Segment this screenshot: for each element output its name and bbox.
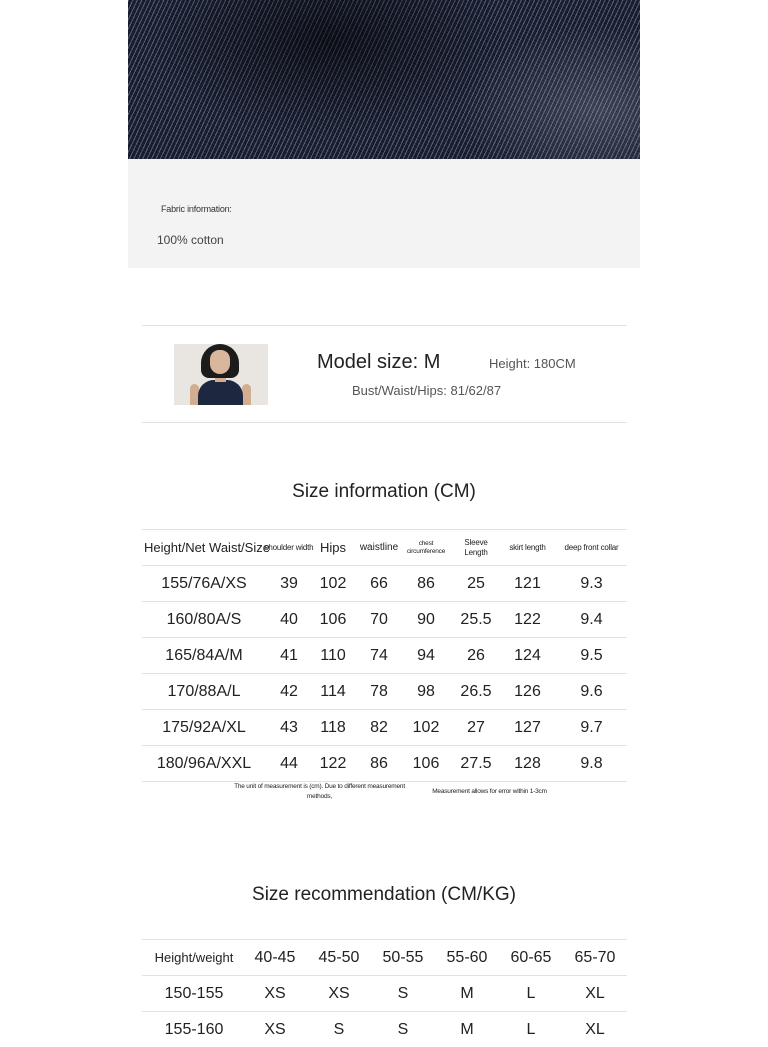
table-cell: 70	[370, 610, 388, 628]
table-cell: 102	[319, 574, 347, 592]
table-cell: S	[397, 984, 409, 1002]
size-info-table	[142, 529, 627, 782]
table-row	[142, 745, 627, 782]
table-row	[142, 1011, 627, 1047]
table-cell: 150-155	[164, 984, 224, 1002]
table-cell: 175/92A/XL	[162, 718, 246, 736]
table-cell: M	[460, 1020, 474, 1038]
table-cell: 124	[514, 646, 541, 664]
column-header: 60-65	[510, 948, 552, 966]
table-cell: XL	[585, 984, 605, 1002]
table-row	[142, 673, 627, 709]
table-cell: 122	[514, 610, 541, 628]
table-header-row	[142, 529, 627, 565]
table-cell: 74	[370, 646, 388, 664]
table-cell: 40	[280, 610, 298, 628]
table-cell: 9.6	[580, 682, 603, 700]
measurement-tolerance-note: Measurement allows for error within 1-3cm	[432, 788, 547, 795]
table-cell: 9.8	[580, 754, 603, 772]
column-header: skirt length	[509, 542, 546, 552]
column-header: 45-50	[318, 948, 360, 966]
table-cell: XS	[264, 984, 286, 1002]
table-cell: 42	[280, 682, 298, 700]
model-measurements: Bust/Waist/Hips: 81/62/87	[352, 383, 502, 398]
column-header: Hips	[319, 540, 346, 555]
table-cell: 90	[417, 610, 435, 628]
table-row	[142, 975, 627, 1011]
table-cell: 86	[370, 754, 388, 772]
table-cell: 126	[514, 682, 541, 700]
table-row	[142, 637, 627, 673]
table-cell: 106	[319, 610, 347, 628]
table-cell: 27	[467, 718, 485, 736]
table-row	[142, 709, 627, 745]
table-cell: 26.5	[460, 682, 492, 700]
denim-fabric-image	[128, 0, 640, 159]
table-cell: 66	[370, 574, 388, 592]
table-cell: 44	[280, 754, 298, 772]
table-cell: 9.4	[580, 610, 603, 628]
model-size: Model size: M	[317, 351, 441, 373]
column-header: 40-45	[254, 948, 296, 966]
table-header-row	[142, 939, 627, 975]
table-cell: S	[397, 1020, 409, 1038]
table-cell: 86	[417, 574, 435, 592]
column-header: chest circumference	[406, 539, 446, 555]
table-cell: 9.3	[580, 574, 603, 592]
table-cell: 121	[514, 574, 541, 592]
table-cell: 39	[280, 574, 298, 592]
size-info-title: Size information (CM)	[292, 481, 476, 502]
table-cell: 9.7	[580, 718, 603, 736]
table-cell: 25.5	[460, 610, 492, 628]
table-cell: XL	[585, 1020, 605, 1038]
table-cell: 127	[514, 718, 541, 736]
table-cell: 128	[514, 754, 541, 772]
table-row	[142, 601, 627, 637]
measurement-note: The unit of measurement is (cm). Due to different measurement methods,	[234, 783, 405, 800]
column-header: shoulder width	[264, 542, 314, 552]
table-cell: 98	[417, 682, 435, 700]
table-cell: 82	[370, 718, 388, 736]
table-cell: 114	[320, 682, 346, 700]
column-header: 65-70	[574, 948, 616, 966]
table-cell: 180/96A/XXL	[156, 754, 252, 772]
column-header: deep front collar	[564, 542, 619, 552]
table-cell: 94	[417, 646, 435, 664]
table-cell: 122	[319, 754, 347, 772]
table-cell: 155-160	[164, 1020, 224, 1038]
table-cell: M	[460, 984, 474, 1002]
table-cell: 118	[320, 718, 346, 736]
column-header: Height/Net Waist/Size	[144, 540, 270, 555]
divider	[142, 325, 627, 326]
table-cell: 25	[467, 574, 485, 592]
column-header: waistline	[359, 542, 399, 553]
table-cell: 110	[320, 646, 346, 664]
table-cell: S	[333, 1020, 345, 1038]
size-rec-table	[142, 939, 627, 1047]
table-row	[142, 565, 627, 601]
table-cell: 27.5	[460, 754, 492, 772]
table-cell: 9.5	[580, 646, 603, 664]
table-cell: 78	[370, 682, 388, 700]
table-cell: 170/88A/L	[167, 682, 241, 700]
column-header: Sleeve Length	[464, 537, 488, 557]
table-cell: XS	[264, 1020, 286, 1038]
table-cell: 160/80A/S	[166, 610, 242, 628]
column-header: 55-60	[446, 948, 488, 966]
table-cell: 155/76A/XS	[161, 574, 247, 592]
fabric-info-label: Fabric information:	[161, 204, 232, 214]
table-cell: 102	[412, 718, 440, 736]
table-cell: 43	[280, 718, 298, 736]
table-cell: XS	[328, 984, 350, 1002]
model-photo	[174, 344, 268, 405]
fabric-info-value: 100% cotton	[157, 233, 224, 247]
divider	[142, 422, 627, 423]
table-cell: L	[526, 984, 536, 1002]
column-header: 50-55	[382, 948, 424, 966]
column-header: Height/weight	[154, 950, 234, 965]
table-cell: 26	[467, 646, 485, 664]
table-cell: 165/84A/M	[165, 646, 243, 664]
table-cell: L	[526, 1020, 536, 1038]
table-cell: 106	[412, 754, 440, 772]
model-height: Height: 180CM	[489, 356, 576, 371]
table-cell: 41	[280, 646, 298, 664]
fabric-info-box	[128, 159, 640, 268]
size-rec-title: Size recommendation (CM/KG)	[252, 884, 516, 905]
